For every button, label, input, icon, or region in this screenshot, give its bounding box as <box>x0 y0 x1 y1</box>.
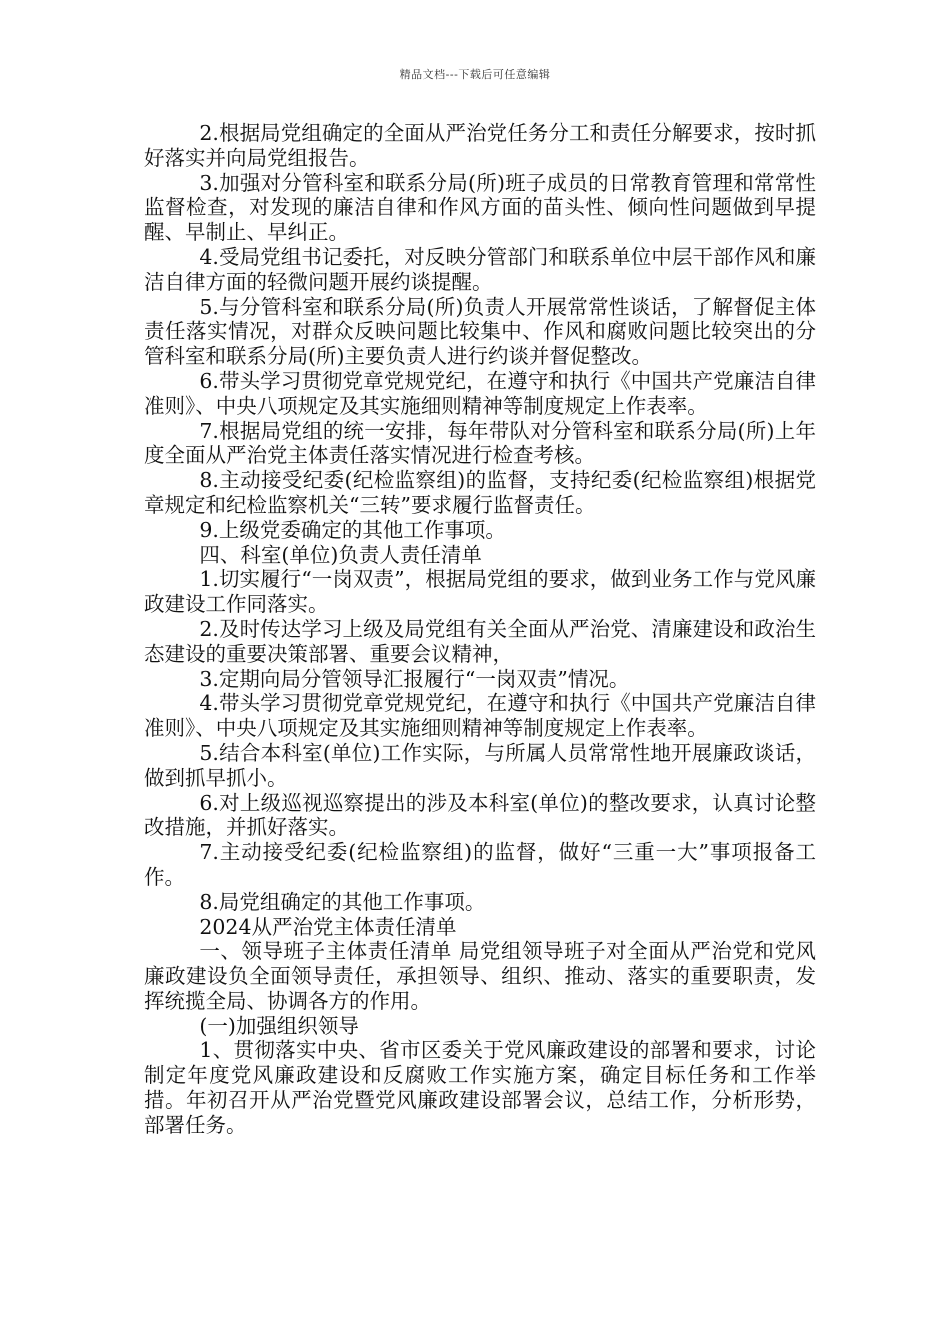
document-body <box>144 121 816 1138</box>
document-subtitle: 2024从严治党主体责任清单 <box>199 914 457 939</box>
paragraph-duty-8: 8.主动接受纪委(纪检监察组)的监督，支持纪委(纪检监察组)根据党章规定和纪检监察机关“三转”要求履行监督责任。 <box>144 468 816 517</box>
paragraph-section4-item-3: 3.定期向局分管领导汇报履行“一岗双责”情况。 <box>199 666 630 691</box>
page-header: 精品文档---下载后可任意编辑 <box>399 68 551 81</box>
paragraph-duty-3: 3.加强对分管科室和联系分局(所)班子成员的日常教育管理和常常性监督检查，对发现的廉洁自律和作风方面的苗头性、倾向性问题做到早提醒、早制止、早纠正。 <box>144 170 816 245</box>
paragraph-section4-item-4: 4.带头学习贯彻党章党规党纪，在遵守和执行《中国共产党廉洁自律准则》、中央八项规定及其实施细则精神等制度规定上作表率。 <box>144 691 816 741</box>
paragraph-section4-item-8: 8.局党组确定的其他工作事项。 <box>199 889 486 914</box>
paragraph-duty-2: 2.根据局党组确定的全面从严治党任务分工和责任分解要求，按时抓好落实并向局党组报告。 <box>144 121 816 170</box>
paragraph-subsection1-item-1: 1、贯彻落实中央、省市区委关于党风廉政建设的部署和要求，讨论制定年度党风廉政建设和反腐败工作实施方案，确定目标任务和工作举措。年初召开从严治党暨党风廉政建设部署会议，总结工作，分析形势，部署任务。 <box>144 1038 816 1137</box>
paragraph-section4-item-2: 2.及时传达学习上级及局党组有关全面从严治党、清廉建设和政治生态建设的重要决策部署、重要会议精神， <box>144 616 816 666</box>
paragraph-duty-7: 7.根据局党组的统一安排，每年带队对分管科室和联系分局(所)上年度全面从严治党主体责任落实情况进行检查考核。 <box>144 418 816 468</box>
paragraph-duty-6: 6.带头学习贯彻党章党规党纪，在遵守和执行《中国共产党廉洁自律准则》、中央八项规定及其实施细则精神等制度规定上作表率。 <box>144 368 816 418</box>
paragraph-section4-item-6: 6.对上级巡视巡察提出的涉及本科室(单位)的整改要求，认真讨论整改措施，并抓好落实。 <box>144 790 816 840</box>
paragraph-duty-9: 9.上级党委确定的其他工作事项。 <box>199 517 506 542</box>
paragraph-section4-item-7: 7.主动接受纪委(纪检监察组)的监督，做好“三重一大”事项报备工作。 <box>144 840 816 889</box>
paragraph-leadership-list: 一、领导班子主体责任清单 局党组领导班子对全面从严治党和党风廉政建设负全面领导责任，承担领导、组织、推动、落实的重要职责，发挥统揽全局、协调各方的作用。 <box>144 939 816 1013</box>
paragraph-section4-item-5: 5.结合本科室(单位)工作实际，与所属人员常常性地开展廉政谈话，做到抓早抓小。 <box>144 740 816 790</box>
section-heading-4: 四、科室(单位)负责人责任清单 <box>199 542 482 567</box>
paragraph-duty-5: 5.与分管科室和联系分局(所)负责人开展常常性谈话，了解督促主体责任落实情况，对群众反映问题比较集中、作风和腐败问题比较突出的分管科室和联系分局(所)主要负责人进行约谈并督促整改。 <box>144 294 816 369</box>
subsection-heading-1: (一)加强组织领导 <box>199 1013 359 1038</box>
paragraph-section4-item-1: 1.切实履行“一岗双责”，根据局党组的要求，做到业务工作与党风廉政建设工作同落实。 <box>144 567 816 617</box>
paragraph-duty-4: 4.受局党组书记委托，对反映分管部门和联系单位中层干部作风和廉洁自律方面的轻微问题开展约谈提醒。 <box>144 244 816 294</box>
